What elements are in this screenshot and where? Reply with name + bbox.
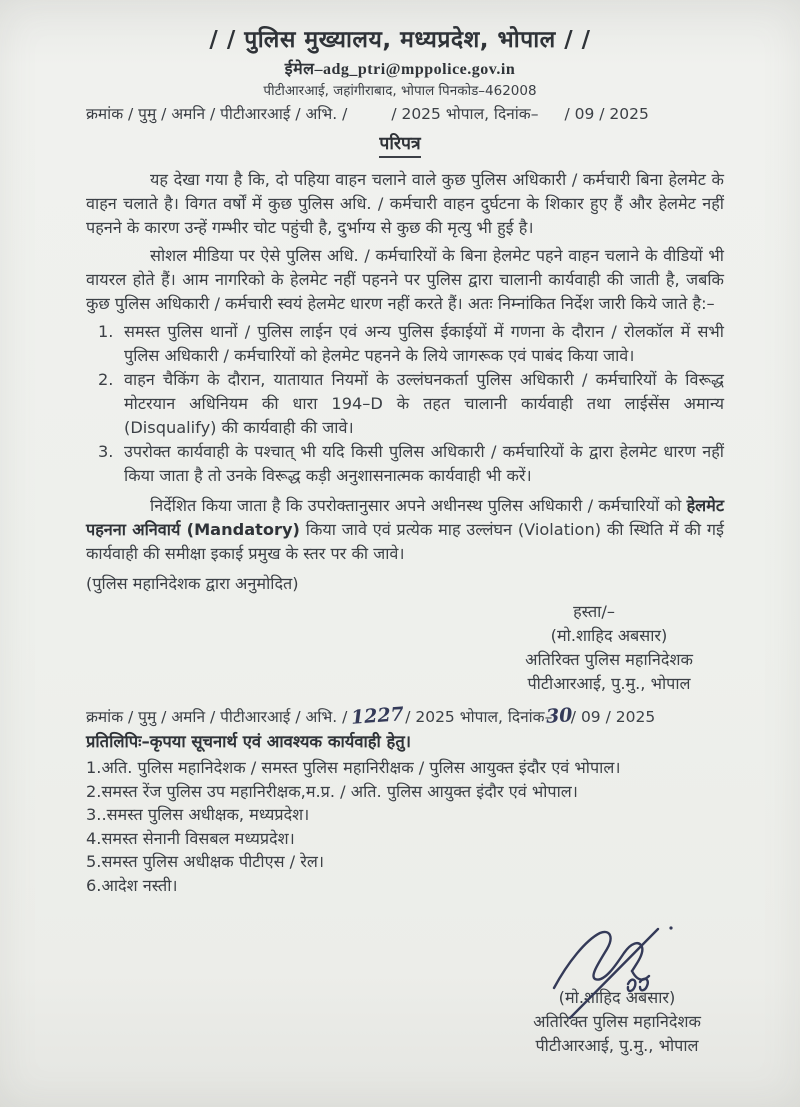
directive-text: समस्त पुलिस थानों / पुलिस लाईन एवं अन्य पुलिस ईकाईयों में गणना के दौरान / रोलकॉल में सभी पुलिस अधिकारी / कर्मचारियों को हेलमेट पहनने के लिये जागरूक एवं पाबंद किया जावे। — [124, 322, 724, 365]
directive-number: 2. — [98, 370, 114, 389]
letterhead-email: ईमेल–adg_ptri@mppolice.gov.in — [284, 61, 516, 78]
reference-line-filled — [86, 704, 800, 729]
signatory-name: (मो.शाहिद अबसार) — [550, 626, 668, 645]
reference-suffix: / 09 / 2025 — [564, 105, 649, 123]
signature-block-signed — [486, 986, 748, 1058]
letterhead-org-title: / / पुलिस मुख्यालय, मध्यप्रदेश, भोपाल / / — [209, 27, 591, 53]
recipient-item: 3..समस्त पुलिस अधीक्षक, मध्यप्रदेश। — [86, 805, 310, 824]
recipient-item: 1.अति. पुलिस महानिदेशक / समस्त पुलिस महानिरीक्षक / पुलिस आयुक्त इंदौर एवं भोपाल। — [86, 758, 621, 777]
directive-item-3 — [98, 440, 724, 488]
mandatory-text-bold: हेलमेट पहनना अनिवार्य (Mandatory) — [86, 496, 724, 539]
reference-mid: / 2025 भोपाल, दिनांक– — [405, 708, 553, 726]
circular-body — [86, 168, 724, 596]
paragraph-mandatory — [86, 494, 724, 566]
reference-suffix: / 09 / 2025 — [570, 708, 656, 726]
signed-abbrev: हस्ता/– — [573, 602, 615, 621]
directives-list — [86, 320, 724, 488]
recipient-item: 5.समस्त पुलिस अधीक्षक पीटीएस / रेल। — [86, 852, 324, 871]
mandatory-text-after: किया जावे एवं प्रत्येक माह उल्लंघन (Violation) की स्थिति में की गई कार्यवाही की समीक्षा इकाई प्रमुख के स्तर पर की जावे। — [86, 520, 724, 563]
handwritten-ref-number: 1227 — [350, 703, 405, 729]
reference-prefix: क्रमांक / पुमु / अमनि / पीटीआरआई / अभि. / — [86, 708, 348, 726]
recipient-item: 6.आदेश नस्ती। — [86, 875, 178, 895]
recipient-item: 4.समस्त सेनानी विसबल मध्यप्रदेश। — [86, 828, 295, 848]
approved-note: (पुलिस महानिदेशक द्वारा अनुमोदित) — [86, 574, 299, 593]
signatory-office: पीटीआरआई, पु.मु., भोपाल — [527, 674, 691, 693]
signature-block-typed — [484, 600, 734, 696]
directive-text: वाहन चैकिंग के दौरान, यातायात नियमों के उल्लंघनकर्ता पुलिस अधिकारी / कर्मचारियों के विरूद्ध मोटरयान अधिनियम की धारा 194–D के तहत चालानी कार्यवाही तथा लाईसेंस अमान्य (Disqualify) की कार्यवाही की जावे। — [124, 370, 724, 437]
directive-item-1 — [98, 320, 724, 368]
signatory-office: पीटीआरआई, पु.मु., भोपाल — [535, 1036, 699, 1055]
directive-item-2 — [98, 368, 724, 440]
mandatory-text-before: निर्देशित किया जाता है कि उपरोक्तानुसार अपने अधीनस्थ पुलिस अधिकारी / कर्मचारियों को — [150, 496, 687, 515]
letterhead-address: पीटीआरआई, जहांगीराबाद, भोपाल पिनकोड–462008 — [263, 83, 537, 99]
reference-mid: / 2025 भोपाल, दिनांक– — [391, 105, 539, 123]
paragraph-intro: यह देखा गया है कि, दो पहिया वाहन चलाने वाले कुछ पुलिस अधिकारी / कर्मचारी बिना हेलमेट के वाहन चलाते है। विगत वर्षों में कुछ पुलिस अधि. / कर्मचारी वाहन दुर्घटना के शिकार हुए हैं और हेलमेट नहीं पहनने के कारण उन्हें गम्भीर चोट पहुंची है, दुर्भाग्य से कुछ की मृत्यु भी हुई है। — [86, 170, 724, 237]
signatory-designation: अतिरिक्त पुलिस महानिदेशक — [525, 650, 693, 669]
recipients-list — [86, 756, 740, 897]
directive-number: 3. — [98, 442, 114, 461]
copy-to-heading: प्रतिलिपिः–कृपया सूचनार्थ एवं आवश्यक कार्यवाही हेतु। — [86, 732, 411, 751]
circular-title: परिपत्र — [379, 133, 420, 158]
letterhead — [0, 26, 800, 100]
signatory-name: (मो.शाहिद अबसार) — [558, 988, 676, 1007]
handwritten-day: 30 — [545, 704, 574, 728]
directive-text: उपरोक्त कार्यवाही के पश्चात् भी यदि किसी पुलिस अधिकारी / कर्मचारियों के द्वारा हेलमेट धारण नहीं किया जाता है तो उनके विरूद्ध कड़ी अनुशासनात्मक कार्यवाही भी करें। — [124, 442, 724, 485]
paragraph-social-media: सोशल मीडिया पर ऐसे पुलिस अधि. / कर्मचारियों के बिना हेलमेट पहने वाहन चलाने के वीडियों भी वायरल होते हैं। आम नागरिको के हेलमेट नहीं पहनने पर पुलिस द्वारा चालानी कार्यवाही की जाती है, जबकि कुछ पुलिस अधिकारी / कर्मचारी स्वयं हेलमेट धारण नहीं करते हैं। अतः निम्नांकित निर्देश जारी किये जाते है:– — [86, 246, 724, 313]
reference-prefix: क्रमांक / पुमु / अमनि / पीटीआरआई / अभि. / — [86, 105, 348, 123]
signatory-designation: अतिरिक्त पुलिस महानिदेशक — [533, 1012, 701, 1031]
reference-line-blank — [0, 103, 800, 126]
recipient-item: 2.समस्त रेंज पुलिस उप महानिरीक्षक,म.प्र. / अति. पुलिस आयुक्त इंदौर एवं भोपाल। — [86, 781, 578, 801]
directive-number: 1. — [98, 322, 114, 341]
